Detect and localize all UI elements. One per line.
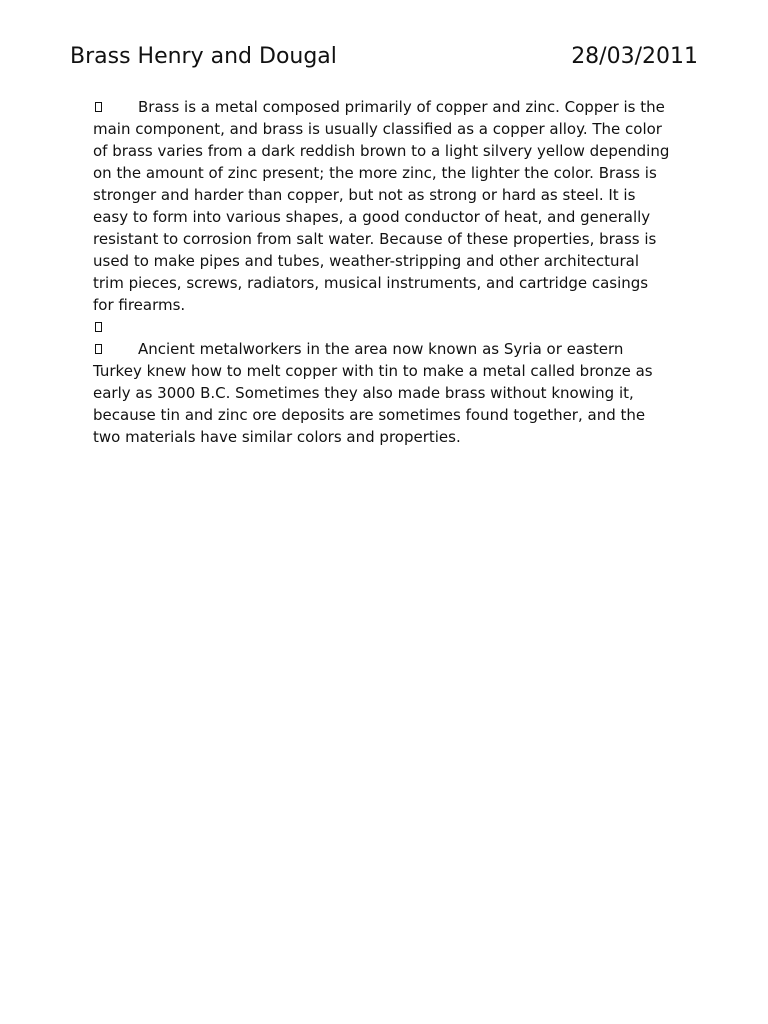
document-body [93, 96, 673, 448]
paragraph-3 [93, 338, 673, 448]
document-header [70, 40, 698, 74]
paragraph-2 [93, 316, 673, 338]
missing-glyph-box-icon [95, 344, 102, 354]
missing-glyph-box-icon [95, 102, 102, 112]
paragraph-1-text: Brass is a metal composed primarily of copper and zinc. Copper is the main component, and brass is usually classified as a copper alloy. The color of brass varies from a dark reddish brown to a light silvery yellow depending on the amount of zinc present; the more zinc, the lighter the color. Brass is stronger and harder than copper, but not as strong or hard as steel. It is easy to form into various shapes, a good conductor of heat, and generally resistant to corrosion from salt water. Because of these properties, brass is used to make pipes and tubes, weather-stripping and other architectural trim pieces, screws, radiators, musical instruments, and cartridge casings for firearms. [93, 98, 670, 314]
paragraph-1 [93, 96, 673, 316]
paragraph-3-text: Ancient metalworkers in the area now known as Syria or eastern Turkey knew how to melt copper with tin to make a metal called bronze as early as 3000 B.C. Sometimes they also made brass without knowing it, because tin and zinc ore deposits are sometimes found together, and the two materials have similar colors and properties. [93, 340, 653, 446]
document-date: 28/03/2011 [571, 44, 698, 69]
missing-glyph-box-icon [95, 322, 102, 332]
document-title: Brass Henry and Dougal [70, 44, 337, 69]
